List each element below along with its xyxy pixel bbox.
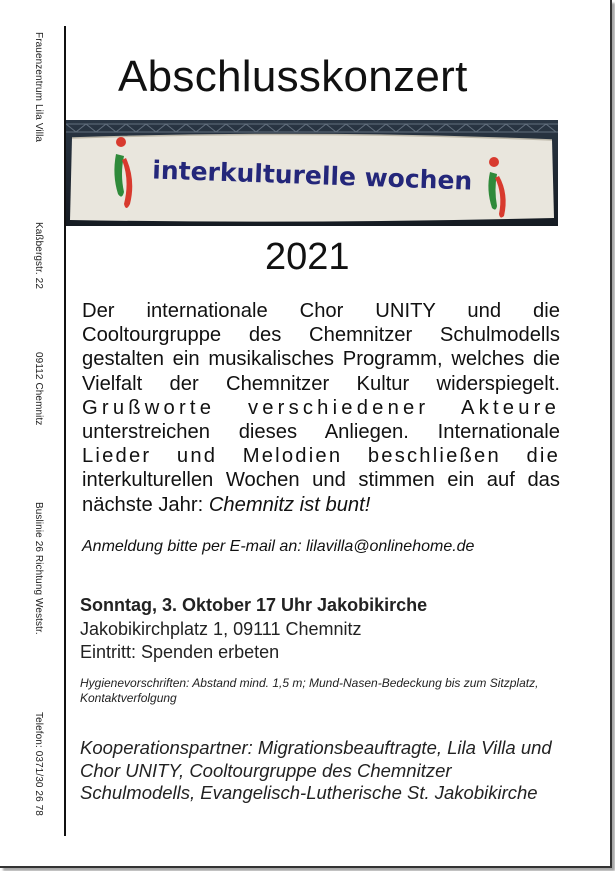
banner-photo: [66, 120, 558, 226]
description-line: die Vielfalt der Chemnitzer Kultur widerspiegelt.: [82, 348, 560, 395]
description-line: interkulturellen Wochen und stimmen ein auf das: [82, 469, 560, 492]
sidebar-city: 09112 Chemnitz: [33, 352, 44, 426]
sidebar-organization: Frauenzentrum Lila Villa: [33, 32, 44, 143]
sidebar-bus: Buslinie 26 Richtung Weststr.: [33, 502, 44, 635]
registration-note: Anmeldung bitte per E-mail an: lilavilla@onlinehome.de: [82, 538, 475, 555]
banner-svg: [66, 120, 558, 226]
description-line: Grußworte verschiedener Akteure: [82, 396, 560, 419]
sidebar-street: Kaßbergstr. 22: [33, 222, 44, 289]
description-line: gestalten ein musikalisches Programm, welches: [82, 348, 525, 371]
sidebar-phone: Telefon: 0371/30 26 78: [33, 712, 44, 816]
description-line: Lieder und Melodien beschließen die: [82, 445, 560, 468]
event-entry: Eintritt: Spenden erbeten: [80, 642, 280, 662]
event-year: 2021: [265, 236, 350, 278]
page-title: Abschlusskonzert: [118, 52, 468, 101]
description-line: nächste Jahr:: [82, 493, 209, 516]
event-date-place: Sonntag, 3. Oktober 17 Uhr Jakobikirche: [80, 595, 428, 615]
description-line: Cooltourgruppe des Chemnitzer Schulmodells: [82, 324, 560, 347]
slogan: Chemnitz ist bunt!: [208, 493, 371, 516]
partners-list: Kooperationspartner: Migrationsbeauftragte, Lila Villa und Chor UNITY, Cooltourgruppe des Chemnitzer Schulmodells, Evangelisch-Lutherische St. Jakobikirche: [80, 737, 552, 803]
description-line: Der internationale Chor UNITY und die: [82, 300, 560, 322]
banner-text: interkulturelle wochen: [151, 155, 473, 196]
hygiene-rules: Hygienevorschriften: Abstand mind. 1,5 m; Mund-Nasen-Bedeckung bis zum Sitzplatz, Kontaktverfolgung: [80, 676, 539, 705]
description-line: unterstreichen dieses Anliegen. Internationale: [82, 421, 560, 444]
description-paragraph: [82, 299, 560, 517]
event-address: Jakobikirchplatz 1, 09111 Chemnitz: [80, 619, 362, 639]
